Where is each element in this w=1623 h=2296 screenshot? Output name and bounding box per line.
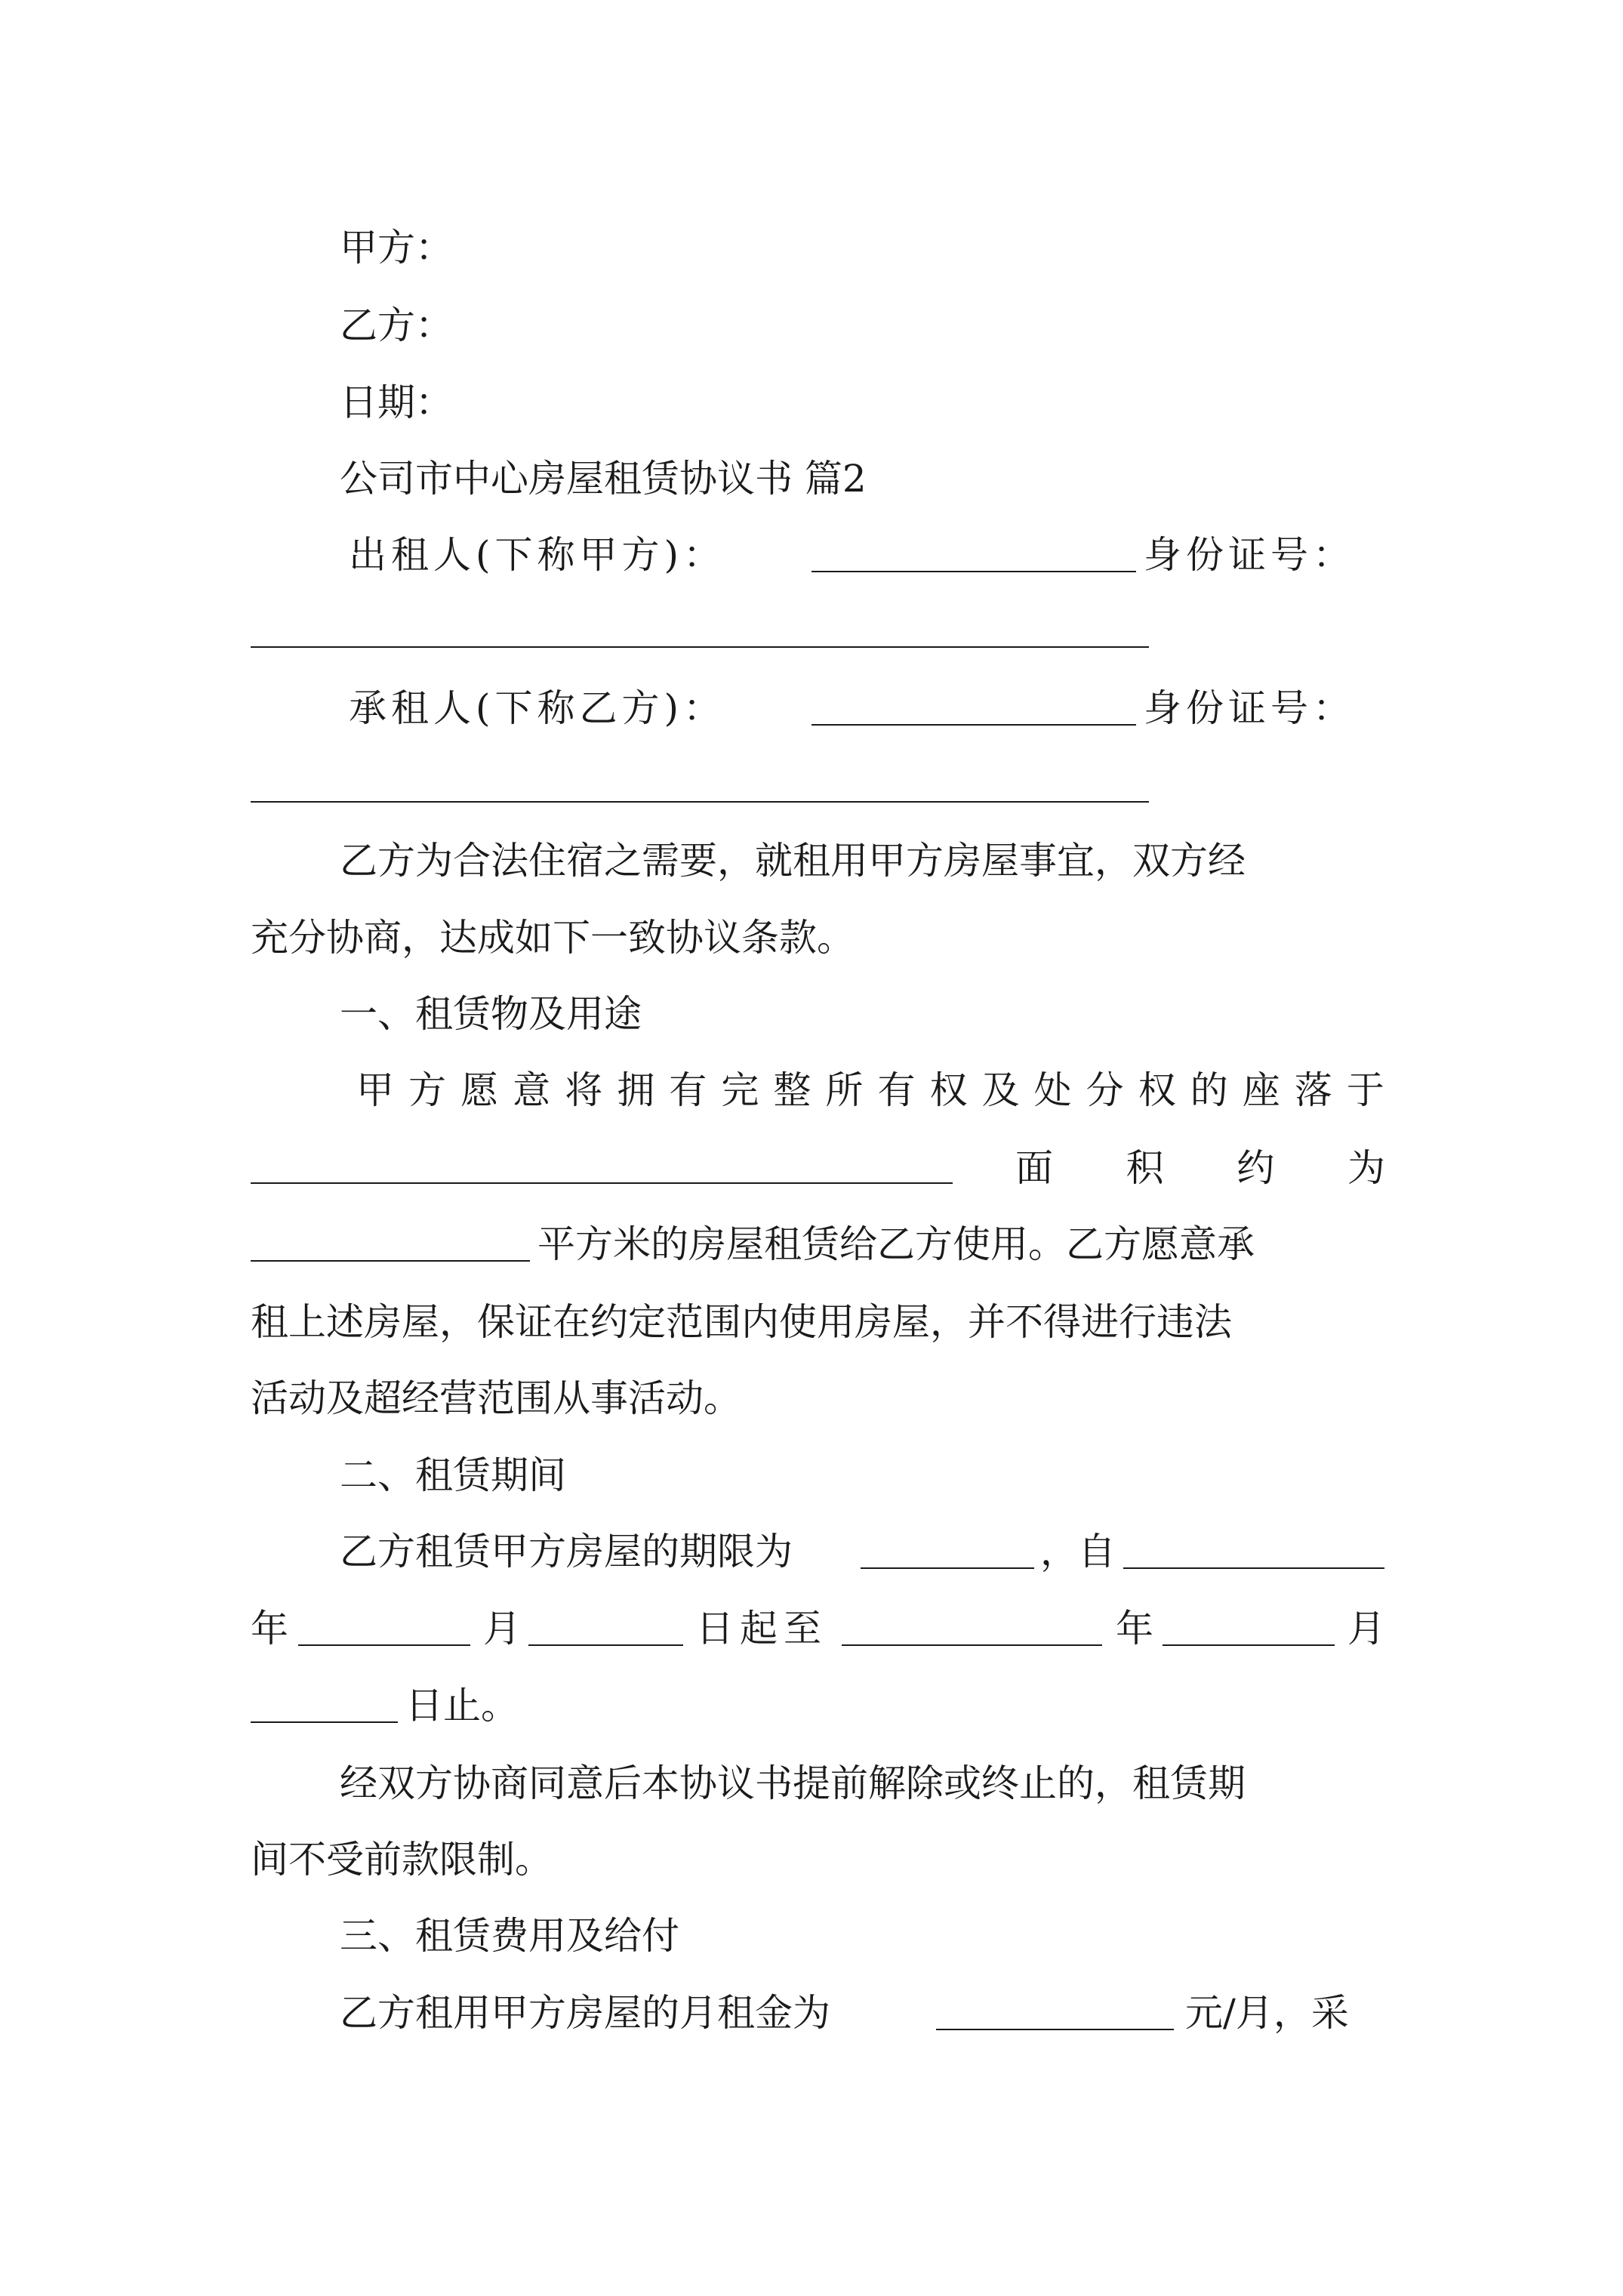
- clause-1-char: 有: [669, 1068, 707, 1112]
- day-start-label: 日起至: [696, 1607, 827, 1650]
- month-label-1: 月: [483, 1607, 521, 1650]
- end-year-blank: [842, 1644, 1102, 1646]
- term-blank: [861, 1567, 1034, 1569]
- clause-1-char: 所: [825, 1068, 864, 1112]
- location-blank: [251, 1182, 953, 1184]
- clause-1-heading: 一、租赁物及用途: [340, 992, 642, 1036]
- clause-1-char: 有: [877, 1068, 916, 1112]
- clause-3-line-1b: 元/月，采: [1185, 1991, 1349, 2035]
- clause-1-char: 及: [981, 1068, 1020, 1112]
- clause-1-char: 约: [1236, 1146, 1275, 1190]
- year-label-1: 年: [251, 1607, 288, 1650]
- rent-blank: [936, 2029, 1174, 2030]
- clause-2-line-1b: ，自: [1040, 1530, 1116, 1573]
- start-month-blank: [298, 1644, 470, 1646]
- clause-2-line-1a: 乙方租赁甲方房屋的期限为: [340, 1530, 793, 1573]
- lessee-label-text: 承租人(下称乙方)：: [349, 686, 726, 730]
- clause-1-char: 权: [929, 1068, 968, 1112]
- clause-1-char: 甲: [356, 1068, 394, 1112]
- intro-line-2: 充分协商，达成如下一致协议条款。: [251, 916, 855, 960]
- clause-1-char: 为: [1347, 1146, 1385, 1190]
- lessee-id-label: [1144, 686, 1355, 731]
- end-day-blank: [251, 1721, 398, 1723]
- clause-3-heading: 三、租赁费用及给付: [340, 1914, 679, 1958]
- clause-1-char: 处: [1033, 1068, 1072, 1112]
- month-label-2: 月: [1347, 1607, 1385, 1650]
- clause-1-char: 面: [1015, 1146, 1053, 1190]
- party-b-field: 乙方：: [340, 304, 453, 347]
- lessee-name-blank: [812, 724, 1136, 726]
- clause-1-char: 分: [1086, 1068, 1124, 1112]
- clause-1-line-4: 租上述房屋，保证在约定范围内使用房屋，并不得进行违法: [251, 1300, 1232, 1344]
- clause-1-char: 权: [1138, 1068, 1176, 1112]
- date-field: 日期：: [340, 381, 453, 424]
- clause-1-char: 于: [1346, 1068, 1384, 1112]
- start-year-blank: [1123, 1567, 1384, 1569]
- clause-1-char: 完: [721, 1068, 759, 1112]
- clause-1-char: 整: [773, 1068, 812, 1112]
- clause-1-char: 方: [408, 1068, 447, 1112]
- lessor-id-label: [1144, 532, 1355, 578]
- lessor-label: [349, 532, 725, 578]
- clause-1-line-1: [356, 1068, 1384, 1113]
- clause-1-line-2: [1015, 1145, 1385, 1191]
- year-label-2: 年: [1116, 1607, 1153, 1650]
- clause-3-line-1a: 乙方租用甲方房屋的月租金为: [340, 1991, 830, 2035]
- clause-2-note-2: 间不受前款限制。: [251, 1838, 553, 1881]
- clause-1-char: 座: [1242, 1068, 1280, 1112]
- area-blank: [251, 1260, 530, 1262]
- clause-1-char: 意: [513, 1068, 551, 1112]
- clause-1-line-5: 活动及超经营范围从事活动。: [251, 1376, 741, 1420]
- start-day-blank: [528, 1644, 683, 1646]
- lessee-label: [349, 686, 725, 731]
- lessee-id-label-text: 身份证号：: [1144, 686, 1355, 730]
- intro-line-1: 乙方为合法住宿之需要，就租用甲方房屋事宜，双方经: [340, 839, 1246, 883]
- clause-1-char: 将: [565, 1068, 603, 1112]
- clause-1-char: 的: [1190, 1068, 1228, 1112]
- party-a-field: 甲方：: [340, 226, 453, 270]
- clause-1-char: 积: [1126, 1146, 1164, 1190]
- section-title: 公司市中心房屋租赁协议书 篇2: [340, 457, 867, 501]
- clause-2-line-3: 日止。: [405, 1684, 519, 1727]
- clause-1-char: 愿: [460, 1068, 499, 1112]
- lessee-id-blank: [251, 801, 1149, 803]
- end-month-blank: [1163, 1644, 1335, 1646]
- clause-1-line-3: 平方米的房屋租赁给乙方使用。乙方愿意承: [537, 1222, 1255, 1266]
- clause-2-heading: 二、租赁期间: [340, 1453, 566, 1497]
- lessor-name-blank: [812, 571, 1136, 572]
- clause-1-char: 拥: [617, 1068, 655, 1112]
- lessor-id-label-text: 身份证号：: [1144, 533, 1355, 577]
- clause-2-note-1: 经双方协商同意后本协议书提前解除或终止的，租赁期: [340, 1761, 1246, 1805]
- lessor-id-blank: [251, 646, 1149, 648]
- lessor-label-text: 出租人(下称甲方)：: [349, 533, 726, 577]
- clause-1-char: 落: [1294, 1068, 1332, 1112]
